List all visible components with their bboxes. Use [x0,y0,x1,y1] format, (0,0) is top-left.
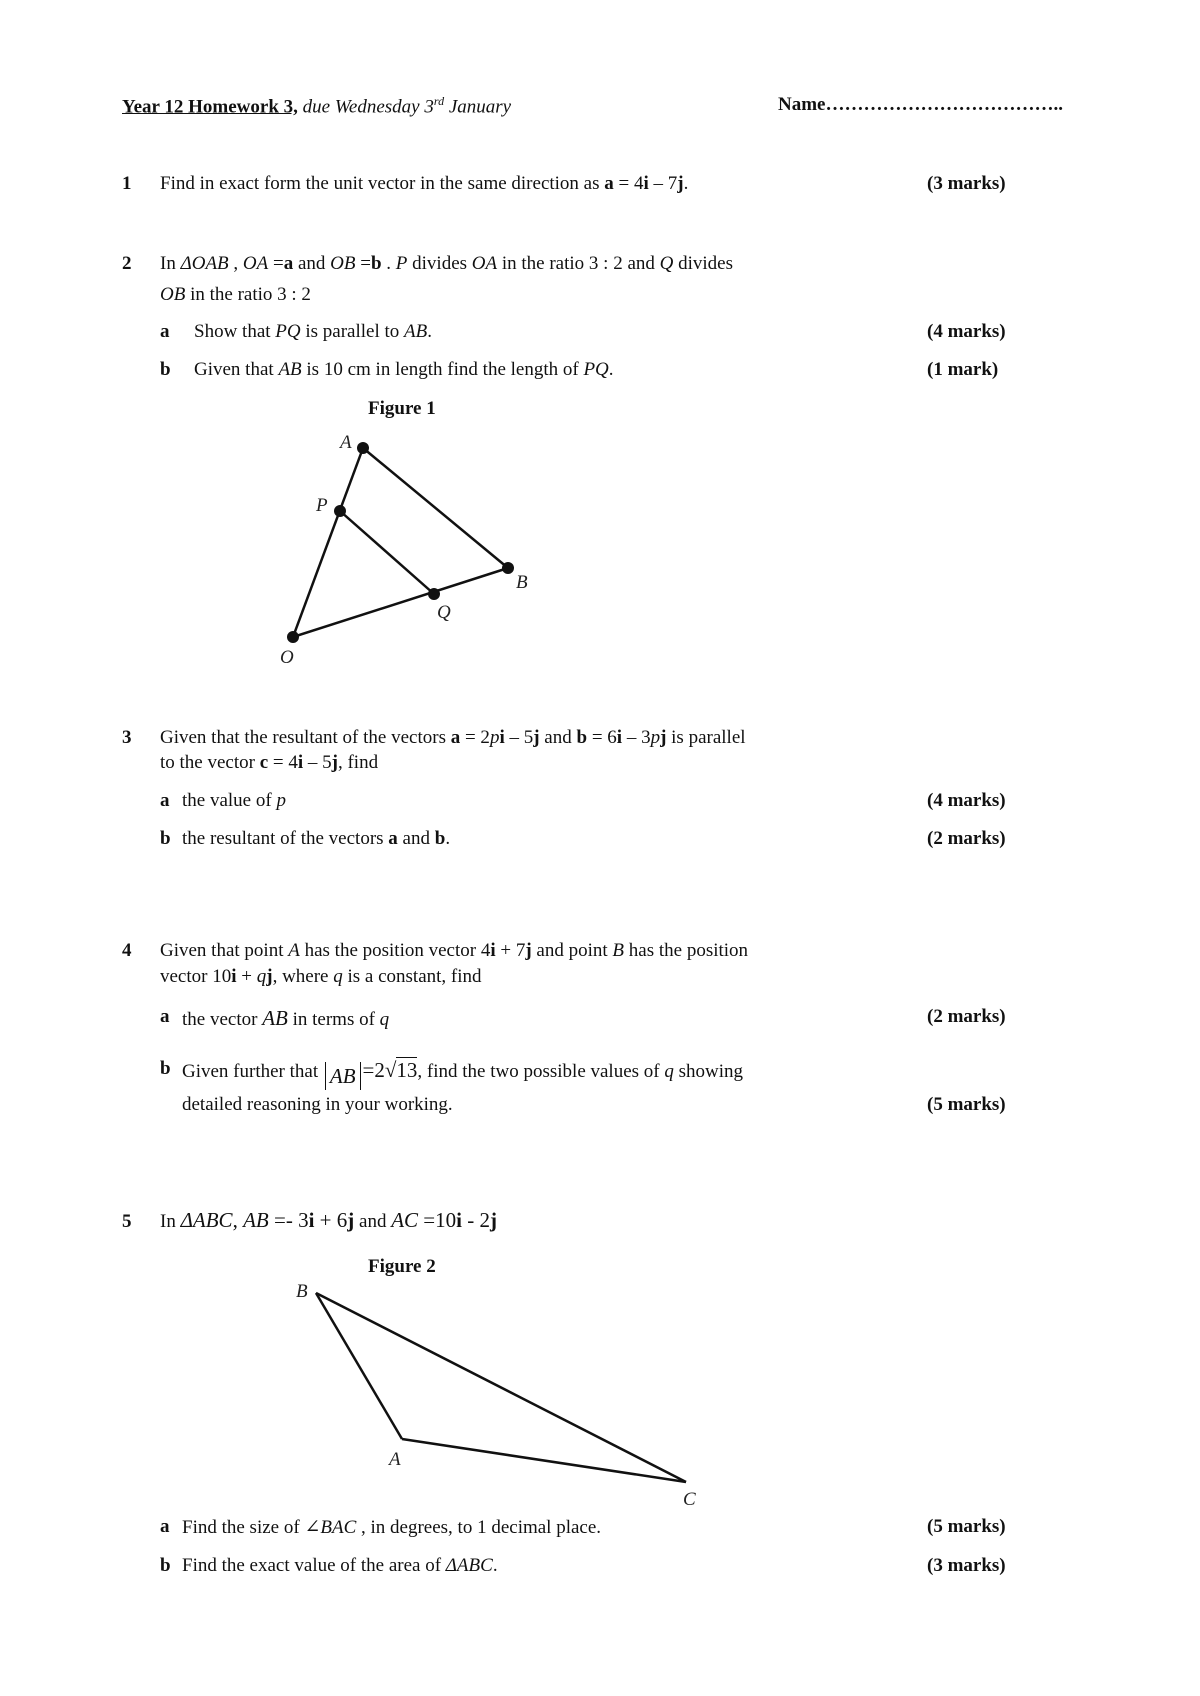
edge-ob [293,568,508,637]
question-2-number: 2 [122,253,132,274]
question-3b-marks: (2 marks) [927,828,1006,849]
question-4b-label: b [160,1058,171,1079]
question-4-line-1: Given that point A has the position vector 4i + 7j and point B has the position [160,940,749,961]
label-b: B [516,572,528,593]
homework-title: Year 12 Homework 3, [122,96,298,118]
question-3-line-1: Given that the resultant of the vectors a = 2pi – 5j and b = 6i – 3pj is parallel [160,727,746,748]
question-1-number: 1 [122,173,132,194]
question-5a-label: a [160,1516,170,1537]
question-2a-label: a [160,321,170,342]
question-3b-text: the resultant of the vectors a and b. [182,828,451,849]
question-4a-text: the vector AB in terms of q [182,1006,390,1030]
question-3a-marks: (4 marks) [927,790,1006,811]
question-4b-marks: (5 marks) [927,1094,1006,1115]
magnitude-ab: AB [325,1062,361,1090]
question-2-line-2: OB in the ratio 3 : 2 [160,284,311,305]
due-month: January [444,96,512,118]
label-q: Q [437,602,451,623]
question-4a-label: a [160,1006,170,1027]
vertex-b [502,562,514,574]
label-c2: C [683,1489,696,1510]
label-b2: B [296,1281,308,1302]
question-2a-text: Show that PQ is parallel to AB. [194,321,432,342]
edge-oa [293,448,363,637]
question-4-line-2: vector 10i + qj, where q is a constant, find [160,966,482,987]
question-3a-text: the value of p [182,790,286,811]
question-2-line-1: In ΔOAB , OA =a and OB =b . P divides OA in the ratio 3 : 2 and Q divides [160,253,734,274]
question-2b-label: b [160,359,171,380]
question-4-number: 4 [122,940,132,961]
question-5b-text: Find the exact value of the area of ΔABC. [182,1555,498,1576]
question-4a-marks: (2 marks) [927,1006,1006,1027]
due-text: due Wednesday 3 [297,96,434,118]
name-label: Name [778,94,826,115]
figure-1-title: Figure 1 [368,398,436,419]
question-1-marks: (3 marks) [927,173,1006,194]
question-2b-marks: (1 mark) [927,359,999,380]
name-dots: ……………………………….. [825,94,1063,115]
label-o: O [280,647,294,668]
question-5a-text: Find the size of ∠BAC , in degrees, to 1 decimal place. [182,1517,602,1538]
label-p: P [316,495,328,516]
question-5-number: 5 [122,1211,132,1232]
question-5a-marks: (5 marks) [927,1516,1006,1537]
question-5-text: In ΔABC, AB =- 3i + 6j and AC =10i - 2j [160,1208,497,1232]
edge-pq [340,511,434,594]
due-superscript: rd [433,94,445,108]
vertex-o [287,631,299,643]
question-2a-marks: (4 marks) [927,321,1006,342]
question-3-line-2: to the vector c = 4i – 5j, find [160,752,379,773]
vertex-p [334,505,346,517]
question-4b-text: Given further that AB =2√13, find the two possible values of q showing [182,1058,744,1088]
vertex-a [357,442,369,454]
question-5b-marks: (3 marks) [927,1555,1006,1576]
question-3a-label: a [160,790,170,811]
question-5b-label: b [160,1555,171,1576]
label-a2: A [389,1449,401,1470]
question-3-number: 3 [122,727,132,748]
vertex-q [428,588,440,600]
question-3b-label: b [160,828,171,849]
question-1-text: Find in exact form the unit vector in the same direction as a = 4i – 7j. [160,173,689,194]
question-4b-line-2: detailed reasoning in your working. [182,1094,453,1115]
question-2b-text: Given that AB is 10 cm in length find the length of PQ. [194,359,614,380]
figure-2-title: Figure 2 [368,1256,436,1277]
label-a: A [340,432,352,453]
